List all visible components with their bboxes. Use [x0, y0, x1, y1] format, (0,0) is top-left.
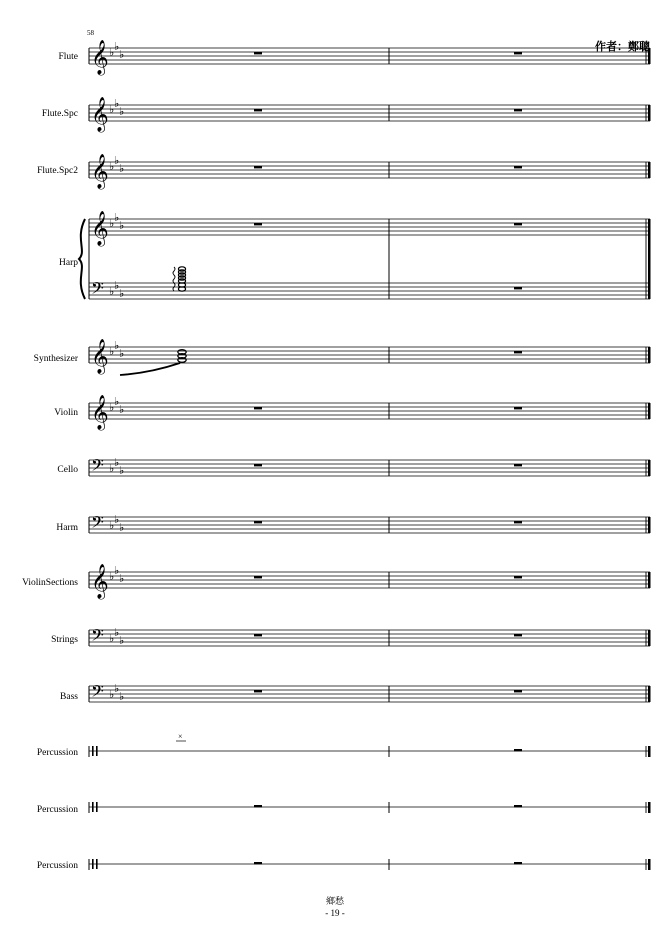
- percussion-clef: [92, 746, 94, 756]
- final-barline-thick: [648, 630, 651, 646]
- flat-sign: ♭: [119, 403, 125, 416]
- flat-sign: ♭: [119, 48, 125, 61]
- flat-sign: ♭: [119, 287, 125, 300]
- instrument-label-violin: Violin: [54, 408, 78, 418]
- flat-sign: ♭: [119, 464, 125, 477]
- flat-sign: ♭: [114, 513, 120, 526]
- whole-rest: [514, 223, 522, 225]
- whole-rest: [514, 634, 522, 636]
- flat-sign: ♭: [109, 688, 115, 701]
- flat-sign: ♭: [119, 105, 125, 118]
- final-barline-thick: [648, 219, 651, 299]
- percussion-clef: [92, 802, 94, 812]
- arpeggio-sign: [173, 267, 175, 291]
- flat-sign: ♭: [114, 339, 120, 352]
- page-number: - 19 -: [325, 908, 345, 918]
- flat-sign: ♭: [119, 162, 125, 175]
- instrument-label-flute-spc: Flute.Spc: [41, 109, 78, 119]
- bass-clef: 𝄢: [91, 625, 104, 649]
- treble-clef: 𝄞: [91, 40, 109, 75]
- whole-rest: [254, 690, 262, 692]
- flat-sign: ♭: [109, 462, 115, 475]
- flat-sign: ♭: [109, 103, 115, 116]
- bass-clef: 𝄢: [91, 455, 104, 479]
- flat-sign: ♭: [109, 46, 115, 59]
- whole-rest: [254, 521, 262, 523]
- whole-rest: [254, 634, 262, 636]
- staff: [89, 686, 650, 702]
- instrument-label-cello: Cello: [57, 465, 78, 475]
- final-barline-thick: [648, 403, 651, 419]
- flat-sign: ♭: [119, 572, 125, 585]
- percussion-clef: [92, 859, 94, 869]
- instrument-label-bass: Bass: [60, 692, 78, 702]
- brace: [79, 219, 85, 299]
- staff: [89, 630, 650, 646]
- treble-clef: 𝄞: [91, 395, 109, 430]
- staff: [89, 283, 650, 299]
- percussion-clef: [96, 746, 98, 756]
- staff: [89, 403, 650, 419]
- percussion-clef: [96, 859, 98, 869]
- final-barline-thick: [648, 859, 651, 870]
- flat-sign: ♭: [119, 690, 125, 703]
- whole-rest: [514, 109, 522, 111]
- flat-sign: ♭: [119, 634, 125, 647]
- final-barline-thick: [648, 802, 651, 813]
- whole-rest: [514, 576, 522, 578]
- instrument-label-percussion-3: Percussion: [36, 861, 78, 871]
- staff: [89, 162, 650, 178]
- whole-rest: [254, 166, 262, 168]
- flat-sign: ♭: [114, 626, 120, 639]
- flat-sign: ♭: [114, 154, 120, 167]
- treble-clef: 𝄞: [91, 154, 109, 189]
- whole-rest: [514, 287, 522, 289]
- whole-rest: [514, 52, 522, 54]
- final-barline-thick: [648, 746, 651, 757]
- flat-sign: ♭: [114, 456, 120, 469]
- flat-sign: ♭: [114, 395, 120, 408]
- flat-sign: ♭: [114, 97, 120, 110]
- footer-title: 鄉愁: [325, 896, 344, 906]
- final-barline-thick: [648, 105, 651, 121]
- staff: [89, 572, 650, 588]
- instrument-label-percussion-1: Percussion: [36, 748, 78, 758]
- flat-sign: ♭: [114, 40, 120, 53]
- measure-number: 58: [87, 29, 94, 37]
- instrument-label-percussion-2: Percussion: [36, 805, 78, 815]
- author-credit: 作者：鄭聰: [595, 40, 650, 53]
- whole-rest: [514, 805, 522, 807]
- flat-sign: ♭: [109, 401, 115, 414]
- staff: [89, 517, 650, 533]
- instrument-label-harm: Harm: [56, 523, 78, 533]
- flat-sign: ♭: [119, 521, 125, 534]
- staff: [89, 347, 650, 363]
- final-barline-thick: [648, 686, 651, 702]
- whole-rest: [254, 576, 262, 578]
- instrument-label-violin-sections: ViolinSections: [22, 578, 78, 588]
- flat-sign: ♭: [114, 564, 120, 577]
- flat-sign: ♭: [114, 682, 120, 695]
- flat-sign: ♭: [119, 347, 125, 360]
- final-barline-thick: [648, 162, 651, 178]
- staff: [89, 219, 650, 235]
- flat-sign: ♭: [109, 345, 115, 358]
- instrument-label-flute-spc2: Flute.Spc2: [37, 166, 78, 176]
- percussion-clef: [96, 802, 98, 812]
- flat-sign: ♭: [109, 632, 115, 645]
- instrument-label-synthesizer: Synthesizer: [33, 354, 78, 364]
- bass-clef: 𝄢: [91, 278, 104, 302]
- whole-rest: [254, 223, 262, 225]
- flat-sign: ♭: [114, 211, 120, 224]
- final-barline-thick: [648, 572, 651, 588]
- staff: [89, 460, 650, 476]
- flat-sign: ♭: [109, 570, 115, 583]
- flat-sign: ♭: [109, 217, 115, 230]
- whole-rest: [514, 464, 522, 466]
- instrument-label-strings: Strings: [51, 635, 78, 645]
- bass-clef: 𝄢: [91, 512, 104, 536]
- treble-clef: 𝄞: [91, 97, 109, 132]
- instrument-label-harp: Harp: [59, 258, 78, 268]
- final-barline-thick: [648, 347, 651, 363]
- whole-rest: [254, 109, 262, 111]
- glissando-line: [120, 363, 180, 375]
- treble-clef: 𝄞: [91, 339, 109, 374]
- whole-rest: [514, 407, 522, 409]
- bass-clef: 𝄢: [91, 681, 104, 705]
- flat-sign: ♭: [119, 219, 125, 232]
- final-barline-thick: [648, 460, 651, 476]
- whole-rest: [514, 690, 522, 692]
- flat-sign: ♭: [109, 160, 115, 173]
- whole-rest: [254, 52, 262, 54]
- whole-rest: [514, 749, 522, 751]
- whole-rest: [514, 166, 522, 168]
- whole-rest: [254, 805, 262, 807]
- treble-clef: 𝄞: [91, 211, 109, 246]
- staff: [89, 105, 650, 121]
- whole-rest: [254, 464, 262, 466]
- flat-sign: ♭: [109, 519, 115, 532]
- flat-sign: ♭: [109, 285, 115, 298]
- whole-rest: [254, 407, 262, 409]
- flat-sign: ♭: [114, 279, 120, 292]
- instrument-label-flute: Flute: [58, 52, 78, 62]
- percussion-note: ×: [178, 732, 183, 741]
- staff: [89, 48, 650, 64]
- whole-rest: [514, 521, 522, 523]
- final-barline-thick: [648, 517, 651, 533]
- treble-clef: 𝄞: [91, 564, 109, 599]
- whole-rest: [254, 862, 262, 864]
- whole-rest: [514, 351, 522, 353]
- whole-rest: [514, 862, 522, 864]
